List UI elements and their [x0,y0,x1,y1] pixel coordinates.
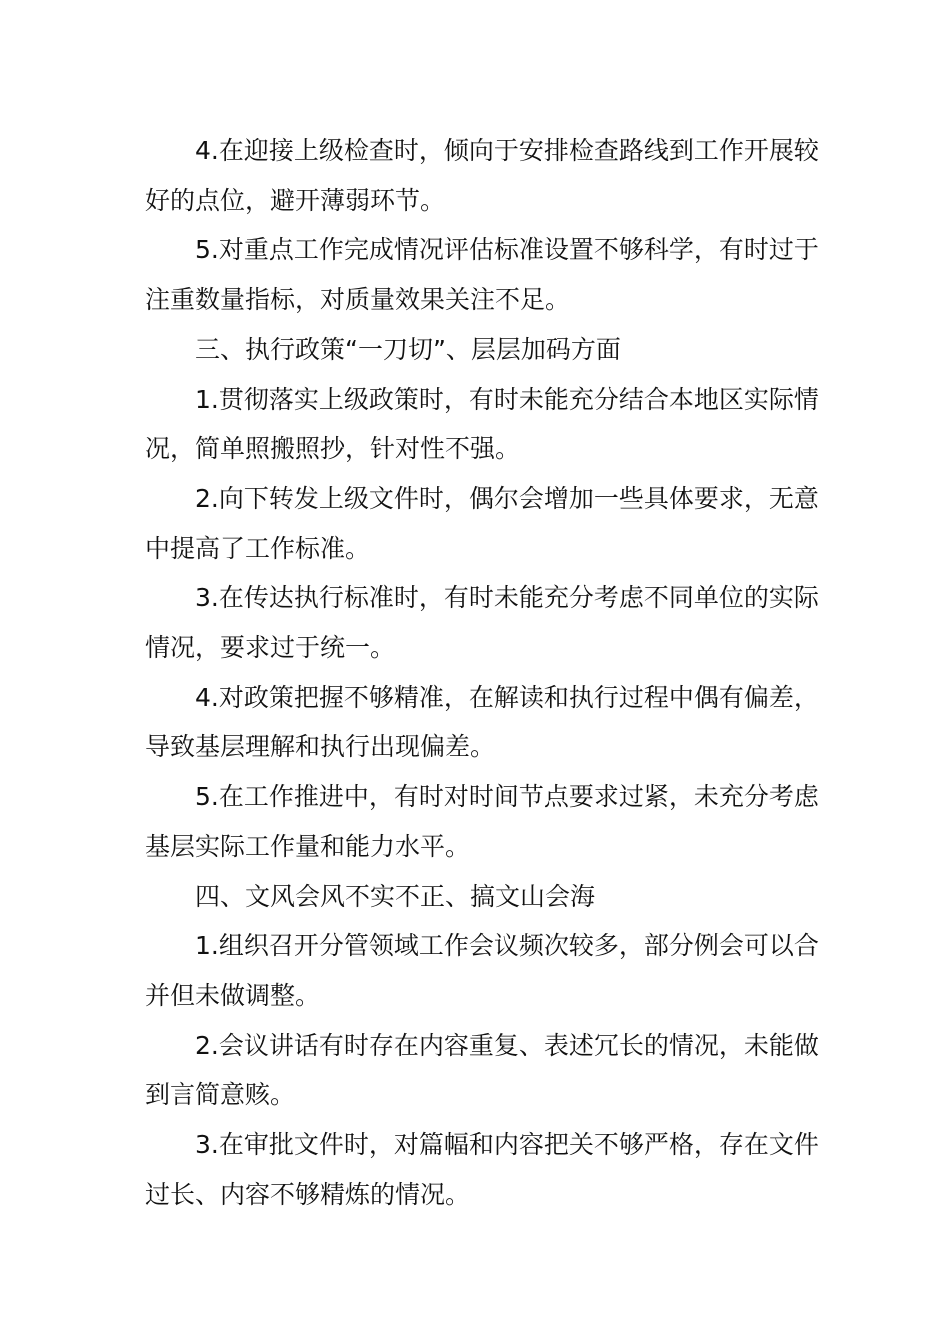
paragraph-item-4-inspection-route: 4.在迎接上级检查时，倾向于安排检查路线到工作开展较好的点位，避开薄弱环节。 [145,136,819,215]
paragraph-item-5-time-requirements: 5.在工作推进中，有时对时间节点要求过紧，未充分考虑基层实际工作量和能力水平。 [145,782,819,861]
paragraph-item-2-forwarding-documents: 2.向下转发上级文件时，偶尔会增加一些具体要求，无意中提高了工作标准。 [145,483,819,563]
paragraph-item-5-evaluation-standard: 5.对重点工作完成情况评估标准设置不够科学，有时过于注重数量指标，对质量效果关注不足。 [145,235,819,315]
paragraph-item-3-conveying-standards: 3.在传达执行标准时，有时未能充分考虑不同单位的实际情况，要求过于统一。 [145,583,819,663]
section-heading-4: 四、文风会风不实不正、搞文山会海 [195,881,596,911]
paragraph-item-1-meeting-frequency: 1.组织召开分管领域工作会议频次较多，部分例会可以合并但未做调整。 [145,931,819,1010]
paragraph-item-3-document-approval: 3.在审批文件时，对篇幅和内容把关不够严格，存在文件过长、内容不够精炼的情况。 [145,1130,819,1209]
paragraph-item-1-policy-implementation: 1.贯彻落实上级政策时，有时未能充分结合本地区实际情况，简单照搬照抄，针对性不强。 [145,384,819,464]
paragraph-item-2-meeting-speeches: 2.会议讲话有时存在内容重复、表述冗长的情况，未能做到言简意赅。 [145,1030,819,1110]
section-heading-3: 三、执行政策“一刀切”、层层加码方面 [195,334,621,364]
paragraph-item-4-policy-interpretation: 4.对政策把握不够精准，在解读和执行过程中偶有偏差，导致基层理解和执行出现偏差。 [145,682,819,762]
document-body [145,126,835,1219]
